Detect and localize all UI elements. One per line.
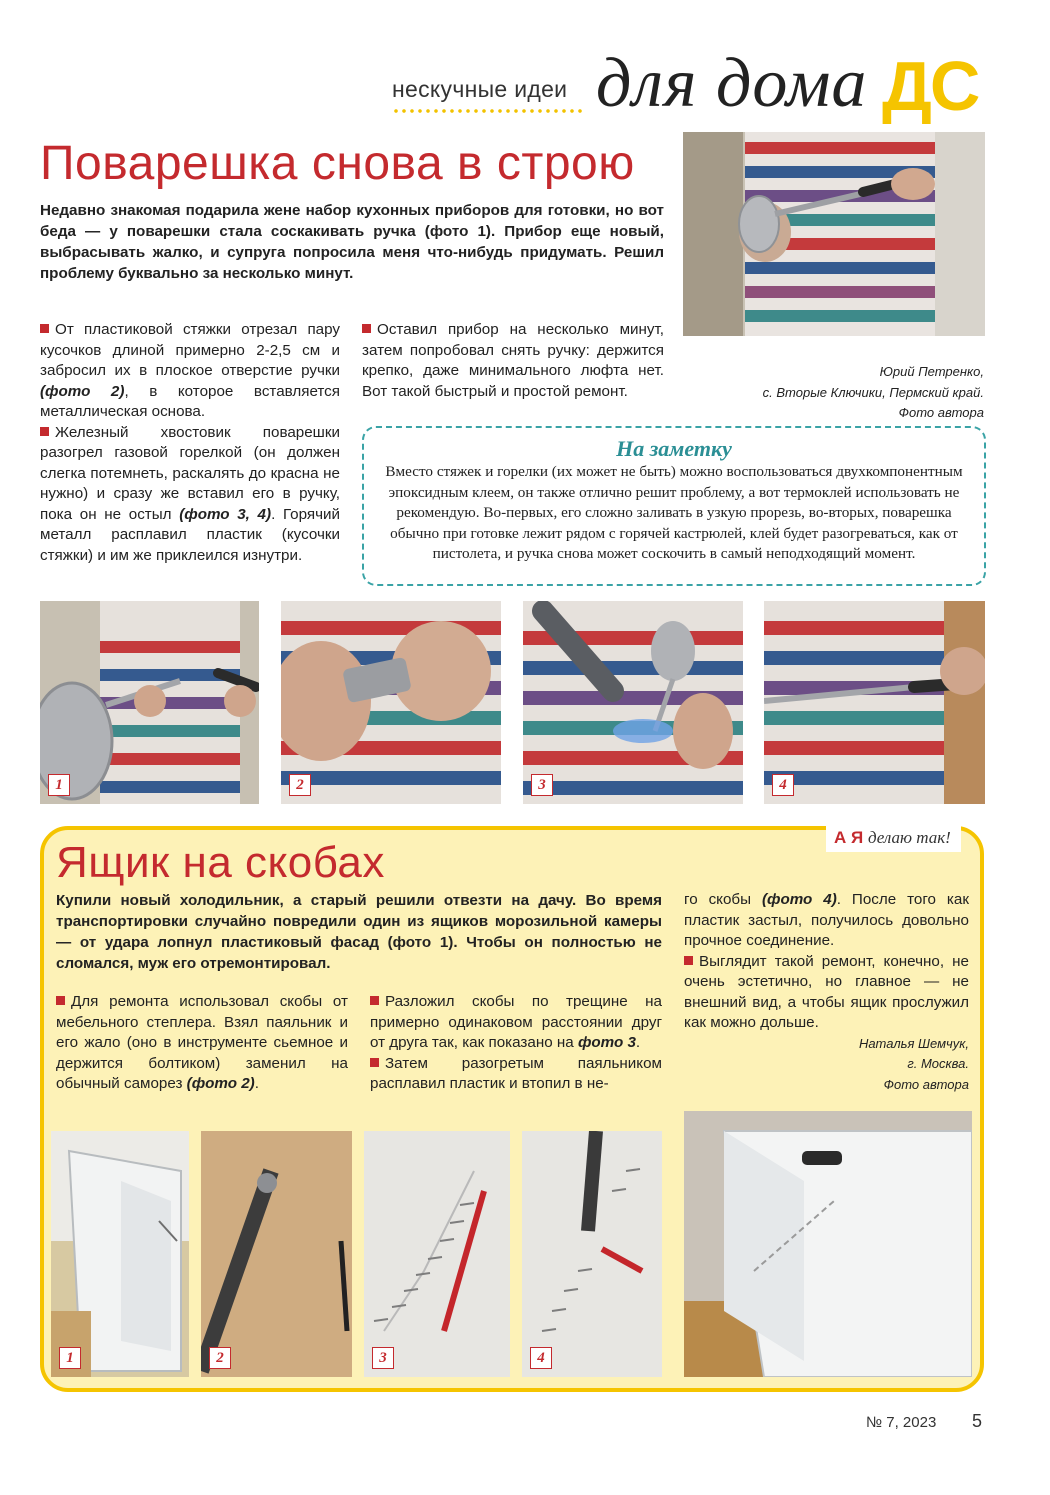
photo-number: 4 xyxy=(772,774,794,796)
article1-lead: Недавно знакомая подарила жене набор кухонных приборов для готовки, но вот беда — у поварешки стала соскакивать ручка (фото 1). Прибор еще новый, выбрасывать жалко, и супруга попросила меня что-нибудь придумать. Решил проблему буквально за несколько минут. xyxy=(40,202,664,282)
issue-number: № 7, 2023 xyxy=(866,1414,937,1431)
note-text: Вместо стяжек и горелки (их может не быть) можно воспользоваться двухкомпонентным эпоксидным клеем, он также отлично решит проблему, а вот термоклей использовать не рекомендую. Во-первых, его сложно заливать в узкую прорезь, во-вторых, поварешка обычно при готовке лежит рядом с горячей кастрюлей, клей будет разогреваться, как от пистолета, и ручка снова может соскочить в самый неподходящий момент. xyxy=(385,463,963,562)
note-box xyxy=(362,426,986,586)
photo-2-ladle-repair xyxy=(281,601,501,804)
photo-reference: (фото 2) xyxy=(186,1075,255,1092)
photo-4-ladle-repair xyxy=(764,601,985,804)
bullet-square xyxy=(40,427,49,436)
page-number: 5 xyxy=(972,1411,983,1431)
paragraph: Железный хвостовик поварешки разогрел газовой горелкой (он должен слегка потемнеть, раскалять до красна не нужно) и сразу же вставил его в ручку, пока он не остыл xyxy=(40,423,340,523)
bullet-square xyxy=(370,996,379,1005)
bullet-square xyxy=(56,996,65,1005)
paragraph: го скобы xyxy=(684,891,762,908)
photo-number: 4 xyxy=(530,1347,552,1369)
photo-number: 3 xyxy=(372,1347,394,1369)
bullet-square xyxy=(684,956,693,965)
paragraph: Для ремонта использовал скобы от мебельного степлера. Взял паяльник и его жало (оно в инструменте сьемное и держится болтиком) заменил на обычный саморез xyxy=(56,993,348,1092)
bullet-square xyxy=(362,324,371,333)
article2-column-3: го скобы (фото 4). После того как пластик застыл, получилось довольно прочное соединение. Выглядит такой ремонт, конечно, не очень эстетично, но главное — не внешний вид, а чтобы ящик прослужил как можно дольше. Наталья Шемчук, г. Москва. Фото автора xyxy=(684,890,969,1095)
paragraph: Разложил скобы по трещине на примерно одинаковом расстоянии друг от друга так, как показано на xyxy=(370,993,662,1051)
photo-1-drawer xyxy=(51,1131,189,1377)
photo-number: 3 xyxy=(531,774,553,796)
article1-credit xyxy=(683,362,984,424)
header-tagline: нескучные идеи xyxy=(392,76,568,102)
article2-title: Ящик на скобах xyxy=(56,838,385,887)
photo-1-ladle-repair xyxy=(40,601,259,804)
photo-credit: Фото автора xyxy=(883,1076,969,1092)
article2-column-2: Разложил скобы по трещине на примерно одинаковом расстоянии друг от друга так, как показано на фото 3. Затем разогретым паяльником расплавил пластик и втопил в не- xyxy=(370,993,662,1092)
column-badge xyxy=(826,824,961,852)
bullet-square xyxy=(370,1058,379,1067)
article1-title: Поварешка снова в строю xyxy=(40,137,635,190)
paragraph: Выглядит такой ремонт, конечно, не очень эстетично, но главное — не внешний вид, а чтобы ящик прослужил как можно дольше. xyxy=(684,952,969,1031)
photo-credit: Фото автора xyxy=(898,405,984,420)
photo-man-with-ladle xyxy=(683,132,985,336)
article2-lead: Купили новый холодильник, а старый решили отвезти на дачу. Во время транспортировки случайно повредили один из ящиков морозильной камеры — от удара лопнул пластиковый фасад (фото 1). Чтобы он полностью не сломался, муж его отремонтировал. xyxy=(56,892,662,972)
article2-credit xyxy=(684,1034,969,1096)
photo-reference: (фото 2) xyxy=(40,382,125,400)
header-dotted-underline xyxy=(392,108,582,114)
photo-number: 1 xyxy=(59,1347,81,1369)
photo-4-soldering-staples xyxy=(522,1131,662,1377)
bullet-square xyxy=(40,324,49,333)
paragraph: От пластиковой стяжки отрезал пару кусочков длиной примерно 2-2,5 см и забросил их в плоское отверстие ручки xyxy=(40,321,340,379)
badge-bold: А Я xyxy=(834,828,864,847)
paragraph: Оставил прибор на несколько минут, затем попробовал снять ручку: держится крепко, даже минимального люфта нет. Вот такой быстрый и простой ремонт. xyxy=(362,321,664,400)
photo-2-soldering-iron xyxy=(201,1131,352,1377)
photo-repaired-drawer xyxy=(684,1111,972,1377)
photo-number: 2 xyxy=(209,1347,231,1369)
author-place: с. Вторые Ключики, Пермский край. xyxy=(762,384,984,400)
article1-column-2 xyxy=(362,320,664,402)
photo-3-staples xyxy=(364,1131,510,1377)
badge-italic: делаю так! xyxy=(867,828,951,847)
photo-reference: (фото 4) xyxy=(761,891,837,908)
author-name: Юрий Петренко, xyxy=(879,364,984,379)
photo-3-ladle-repair xyxy=(523,601,743,804)
author-place: г. Москва. xyxy=(907,1056,969,1071)
photo-reference: фото 3 xyxy=(577,1034,636,1051)
magazine-logo: ДС xyxy=(882,47,979,125)
photo-reference: (фото 3, 4) xyxy=(179,505,272,523)
article2-column-1: Для ремонта использовал скобы от мебельного степлера. Взял паяльник и его жало (оно в инструменте сьемное и держится болтиком) заменил на обычный саморез (фото 2). xyxy=(56,993,348,1092)
header-section-title: для дома xyxy=(596,45,868,122)
note-title: На заметку xyxy=(616,436,732,461)
photo-number: 2 xyxy=(289,774,311,796)
article1-column-1: От пластиковой стяжки отрезал пару кусочков длиной примерно 2-2,5 см и забросил их в плоское отверстие ручки (фото 2), в которое вставляется металлическая основа. Железный хвостовик поварешки разогрел газовой горелкой (он должен слегка потемнеть, раскалять до красна не нужно) и сразу же вставил его в ручку, пока он не остыл (фото 3, 4). Горячий металл расплавил пластик (кусочки стяжки) и им же приклеился изнутри. xyxy=(40,321,341,564)
photo-number: 1 xyxy=(48,774,70,796)
author-name: Наталья Шемчук, xyxy=(858,1035,969,1051)
paragraph: Затем разогретым паяльником расплавил пластик и втопил в не- xyxy=(370,1054,662,1092)
